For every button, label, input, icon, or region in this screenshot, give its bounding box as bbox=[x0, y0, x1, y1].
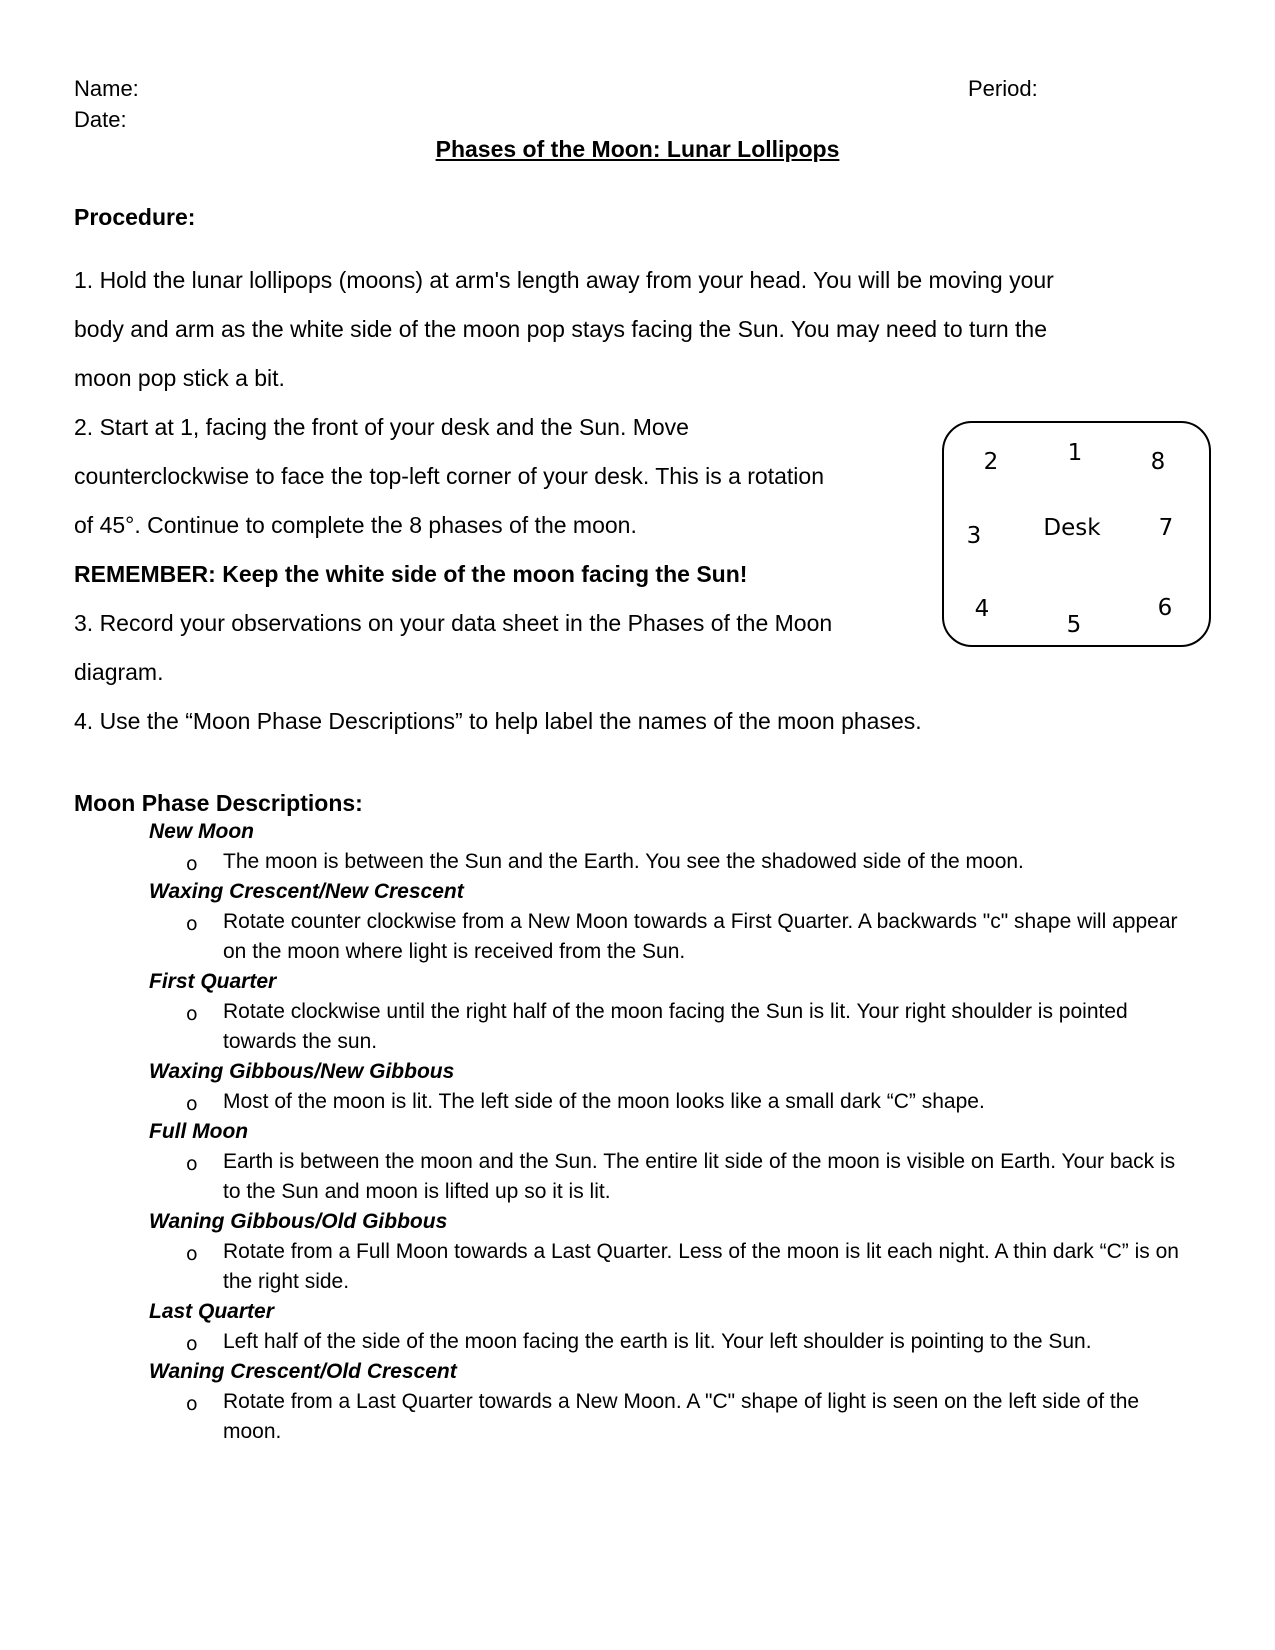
procedure-line: 1. Hold the lunar lollipops (moons) at arm's length away from your head. You will be moving your bbox=[74, 267, 1054, 293]
desk-diagram bbox=[942, 421, 1211, 647]
phase-name-full-moon: Full Moon bbox=[149, 1120, 249, 1143]
phase-description: Rotate counter clockwise from a New Moon towards a First Quarter. A backwards "c" shape will appear on the moon where light is received from the Sun. bbox=[223, 910, 1178, 963]
procedure-line: counterclockwise to face the top-left corner of your desk. This is a rotation bbox=[74, 463, 824, 489]
bullet-icon: o bbox=[186, 1333, 198, 1355]
bullet-icon: o bbox=[186, 913, 198, 935]
procedure-reminder: REMEMBER: Keep the white side of the moon facing the Sun! bbox=[74, 561, 748, 587]
phase-description: Rotate clockwise until the right half of the moon facing the Sun is lit. Your right shoulder is pointed towards the sun. bbox=[223, 1000, 1128, 1053]
phase-name-waxing-crescent: Waxing Crescent/New Crescent bbox=[149, 880, 464, 903]
position-3: 3 bbox=[966, 523, 982, 549]
date-label: Date: bbox=[74, 107, 127, 132]
bullet-icon: o bbox=[186, 1093, 198, 1115]
phase-name-new-moon: New Moon bbox=[149, 820, 254, 843]
bullet-icon: o bbox=[186, 1003, 198, 1025]
procedure-line: body and arm as the white side of the moon pop stays facing the Sun. You may need to turn the bbox=[74, 316, 1048, 342]
phase-description: The moon is between the Sun and the Earth. You see the shadowed side of the moon. bbox=[223, 850, 1024, 873]
position-7: 7 bbox=[1158, 515, 1174, 541]
position-4: 4 bbox=[974, 596, 990, 622]
bullet-icon: o bbox=[186, 853, 198, 875]
position-5: 5 bbox=[1066, 612, 1082, 638]
period-label: Period: bbox=[968, 76, 1038, 101]
procedure-line: moon pop stick a bit. bbox=[74, 365, 285, 391]
position-1: 1 bbox=[1067, 440, 1083, 466]
position-8: 8 bbox=[1150, 449, 1166, 475]
phase-description: Most of the moon is lit. The left side of the moon looks like a small dark “C” shape. bbox=[223, 1090, 985, 1113]
procedure-line: 2. Start at 1, facing the front of your desk and the Sun. Move bbox=[74, 414, 689, 440]
phase-name-waning-gibbous: Waning Gibbous/Old Gibbous bbox=[149, 1210, 448, 1233]
phase-name-first-quarter: First Quarter bbox=[149, 970, 277, 993]
position-6: 6 bbox=[1157, 595, 1173, 621]
bullet-icon: o bbox=[186, 1243, 198, 1265]
procedure-heading: Procedure: bbox=[74, 204, 196, 230]
procedure-line: 4. Use the “Moon Phase Descriptions” to help label the names of the moon phases. bbox=[74, 708, 922, 734]
bullet-icon: o bbox=[186, 1393, 198, 1415]
phase-description: Left half of the side of the moon facing the earth is lit. Your left shoulder is pointing to the Sun. bbox=[223, 1330, 1092, 1353]
procedure-line: of 45°. Continue to complete the 8 phases of the moon. bbox=[74, 512, 637, 538]
name-label: Name: bbox=[74, 76, 139, 101]
phase-name-waning-crescent: Waning Crescent/Old Crescent bbox=[149, 1360, 457, 1383]
phase-description: Rotate from a Last Quarter towards a New Moon. A "C" shape of light is seen on the left side of the moon. bbox=[223, 1390, 1140, 1443]
descriptions-heading: Moon Phase Descriptions: bbox=[74, 790, 363, 816]
phase-name-waxing-gibbous: Waxing Gibbous/New Gibbous bbox=[149, 1060, 455, 1083]
procedure-line: diagram. bbox=[74, 659, 164, 685]
phase-description: Earth is between the moon and the Sun. The entire lit side of the moon is visible on Earth. Your back is to the Sun and moon is lifted up so it is lit. bbox=[223, 1150, 1176, 1203]
bullet-icon: o bbox=[186, 1153, 198, 1175]
page-title: Phases of the Moon: Lunar Lollipops bbox=[435, 136, 840, 162]
position-2: 2 bbox=[983, 449, 999, 475]
procedure-line: 3. Record your observations on your data sheet in the Phases of the Moon bbox=[74, 610, 833, 636]
desk-label: Desk bbox=[1043, 515, 1101, 541]
phase-name-last-quarter: Last Quarter bbox=[149, 1300, 274, 1323]
phase-description: Rotate from a Full Moon towards a Last Quarter. Less of the moon is lit each night. A thin dark “C” is on the right side. bbox=[223, 1240, 1179, 1293]
